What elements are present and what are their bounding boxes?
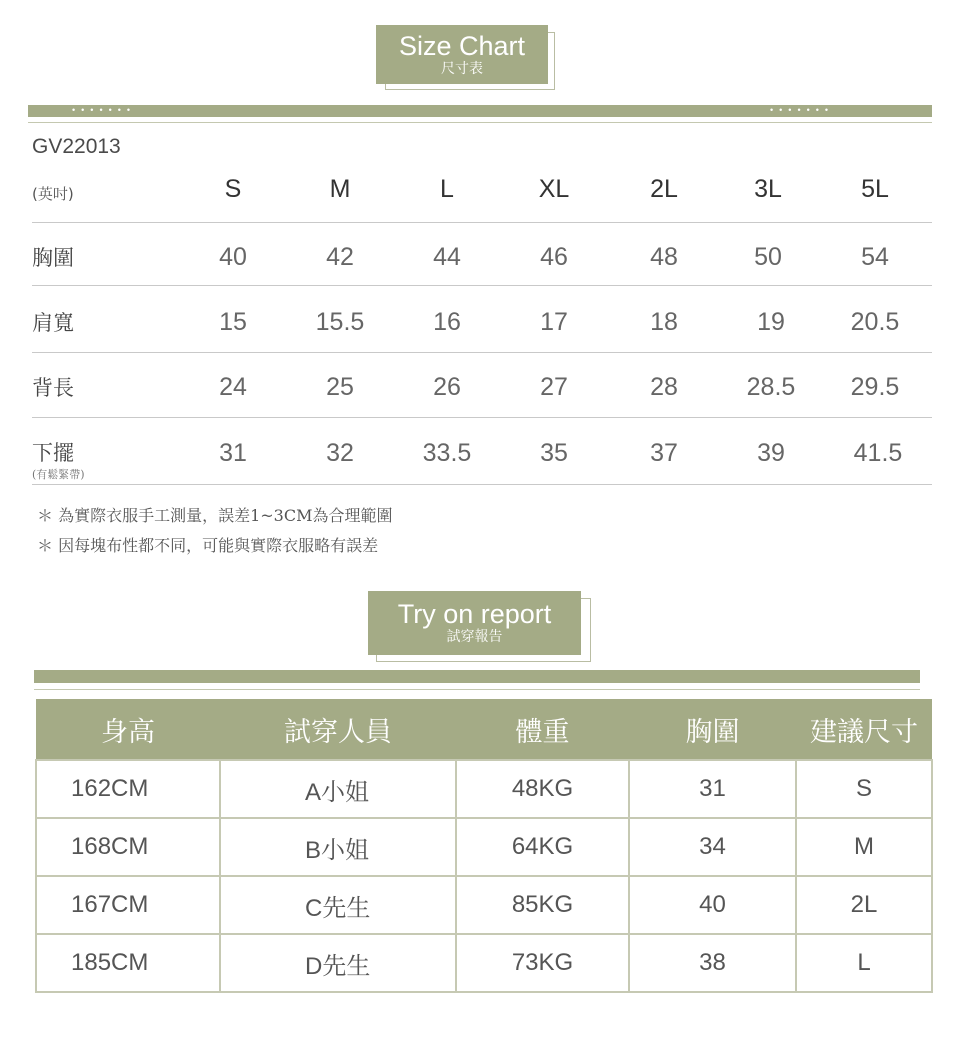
row-label-chest: 胸圍 [32, 246, 74, 270]
header-suggested-size: 建議尺寸 [796, 699, 932, 760]
unit-label: (英吋) [32, 185, 74, 203]
height-cell: 168CM [36, 818, 220, 876]
try-on-table [35, 699, 933, 993]
size-header-5l: 5L [861, 175, 889, 203]
size-chart-header-line [28, 122, 932, 123]
row-divider [32, 417, 932, 418]
cell: 35 [540, 439, 568, 467]
cell: 31 [219, 439, 247, 467]
cell: 25 [326, 373, 354, 401]
cell: 19 [757, 308, 785, 336]
decorative-dots-left: ••••••• [72, 105, 137, 115]
size-header-m: M [329, 175, 351, 203]
header-height: 身高 [36, 699, 220, 760]
cell: 27 [540, 373, 568, 401]
size-cell: L [796, 934, 932, 992]
row-divider [32, 484, 932, 485]
cell: 28 [650, 373, 678, 401]
try-on-subtitle: 試穿報告 [446, 629, 503, 645]
chest-cell: 34 [629, 818, 796, 876]
cell: 44 [433, 243, 461, 271]
chest-cell: 38 [629, 934, 796, 992]
size-cell: S [796, 760, 932, 818]
cell: 33.5 [422, 439, 472, 467]
row-note-elastic: (有鬆緊帶) [32, 468, 85, 481]
row-divider [32, 352, 932, 353]
cell: 28.5 [746, 373, 796, 401]
cell: 32 [326, 439, 354, 467]
chest-cell: 40 [629, 876, 796, 934]
try-on-header-line [34, 689, 920, 690]
cell: 54 [861, 243, 889, 271]
cell: 41.5 [853, 439, 903, 467]
size-header-s: S [224, 175, 242, 203]
cell: 42 [326, 243, 354, 271]
size-header-xl: XL [538, 175, 570, 203]
try-on-header-row [36, 699, 932, 760]
row-label-back-length: 背長 [32, 376, 74, 400]
size-chart-subtitle: 尺寸表 [441, 61, 483, 77]
row-divider [32, 285, 932, 286]
height-cell: 167CM [36, 876, 220, 934]
product-code: GV22013 [32, 135, 121, 158]
header-person: 試穿人員 [220, 699, 456, 760]
size-header-l: L [440, 175, 454, 203]
size-header-3l: 3L [754, 175, 782, 203]
table-row [36, 876, 932, 934]
cell: 50 [754, 243, 782, 271]
cell: 15 [219, 308, 247, 336]
person-cell: A小姐 [220, 760, 456, 818]
cell: 37 [650, 439, 678, 467]
row-divider [32, 222, 932, 223]
weight-cell: 48KG [456, 760, 629, 818]
try-on-title-box [368, 591, 581, 655]
cell: 16 [433, 308, 461, 336]
header-weight: 體重 [456, 699, 629, 760]
cell: 20.5 [850, 308, 900, 336]
cell: 15.5 [315, 308, 365, 336]
table-row [36, 818, 932, 876]
person-cell: C先生 [220, 876, 456, 934]
cell: 17 [540, 308, 568, 336]
cell: 18 [650, 308, 678, 336]
cell: 39 [757, 439, 785, 467]
header-chest: 胸圍 [629, 699, 796, 760]
size-chart-title-box [376, 25, 548, 84]
measurement-note: ＊ 為實際衣服手工測量，誤差1~3CM為合理範圍 [37, 506, 393, 525]
person-cell: D先生 [220, 934, 456, 992]
height-cell: 185CM [36, 934, 220, 992]
table-row [36, 934, 932, 992]
cell: 24 [219, 373, 247, 401]
size-chart-title: Size Chart [398, 31, 526, 61]
person-cell: B小姐 [220, 818, 456, 876]
size-header-2l: 2L [650, 175, 678, 203]
cell: 46 [540, 243, 568, 271]
height-cell: 162CM [36, 760, 220, 818]
chest-cell: 31 [629, 760, 796, 818]
cell: 40 [219, 243, 247, 271]
weight-cell: 73KG [456, 934, 629, 992]
cell: 29.5 [850, 373, 900, 401]
cell: 26 [433, 373, 461, 401]
size-cell: M [796, 818, 932, 876]
row-label-shoulder: 肩寬 [32, 311, 74, 335]
size-cell: 2L [796, 876, 932, 934]
cell: 48 [650, 243, 678, 271]
table-row [36, 760, 932, 818]
row-label-hem: 下擺 [32, 441, 74, 465]
fabric-note: ＊ 因每塊布性都不同，可能與實際衣服略有誤差 [37, 536, 379, 555]
weight-cell: 64KG [456, 818, 629, 876]
try-on-title: Try on report [397, 599, 552, 629]
decorative-dots-right: ••••••• [770, 105, 835, 115]
weight-cell: 85KG [456, 876, 629, 934]
try-on-header-bar [34, 670, 920, 683]
